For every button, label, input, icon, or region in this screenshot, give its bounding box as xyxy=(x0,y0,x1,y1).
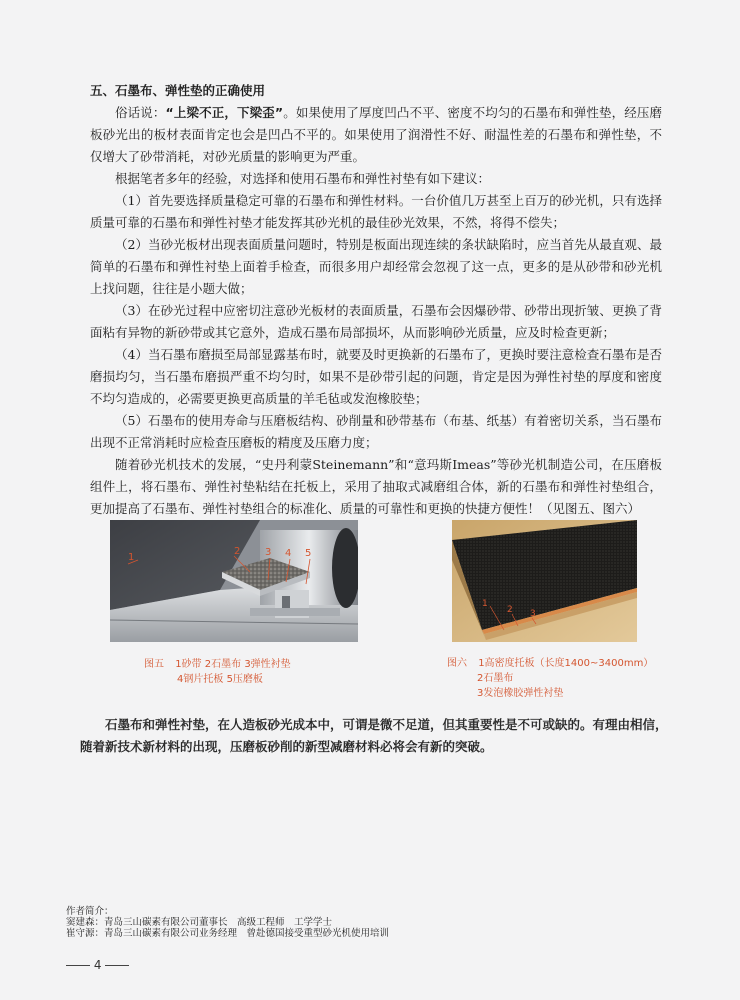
paragraph-1: 俗话说：“上梁不正，下梁歪”。如果使用了厚度凹凸不平、密度不均匀的石墨布和弹性垫，经压磨板砂光出的板材表面肯定也会是凹凸不平的。如果使用了润滑性不好、耐温性差的石墨布和弹性垫，不仅增大了砂带消耗，对砂光质量的影响更为严重。 xyxy=(90,105,662,164)
fig5-callout-4: 4 xyxy=(285,548,292,559)
paragraph-2: 根据笔者多年的经验，对选择和使用石墨布和弹性衬垫有如下建议： xyxy=(115,171,491,186)
author-line-2: 崔守源：青岛三山碳素有限公司业务经理 曾赴德国接受重型砂光机使用培训 xyxy=(66,928,390,939)
article-body xyxy=(90,80,662,520)
figure-6-caption: 图六 1高密度托板（长度1400~3400mm） 2石墨布 3发泡橡胶弹性衬垫 xyxy=(447,658,654,699)
paragraph-6: （4）当石墨布磨损至局部显露基布时，就要及时更换新的石墨布了，更换时要注意检查石墨布是否磨损均匀，当石墨布磨损严重不均匀时，如果不是砂带引起的问题，肯定是因为弹性衬垫的厚度和密度不均匀造成的，必需要更换更高质量的羊毛毡或发泡橡胶垫； xyxy=(90,347,662,406)
fig6-callout-2: 2 xyxy=(507,605,513,615)
fig5-callout-1: 1 xyxy=(128,552,135,563)
fig6-callout-1: 1 xyxy=(482,599,488,609)
summary-paragraph: 石墨布和弹性衬垫，在人造板砂光成本中，可谓是微不足道，但其重要性是不可或缺的。有理由相信，随着新技术新材料的出现，压磨板砂削的新型减磨材料必将会有新的突破。 xyxy=(80,717,668,754)
paragraph-3: （1）首先要选择质量稳定可靠的石墨布和弹性材料。一台价值几万甚至上百万的砂光机，只有选择质量可靠的石墨布和弹性衬垫才能发挥其砂光机的最佳砂光效果，不然，将得不偿失； xyxy=(90,193,662,230)
paragraph-5: （3）在砂光过程中应密切注意砂光板材的表面质量，石墨布会因爆砂带、砂带出现折皱、更换了背面粘有异物的新砂带或其它意外，造成石墨布局部损坏，从而影响砂光质量，应及时检查更新； xyxy=(90,303,662,340)
proverb-quote: “上梁不正，下梁歪” xyxy=(165,105,284,120)
paragraph-4: （2）当砂光板材出现表面质量问题时，特别是板面出现连续的条状缺陷时，应当首先从最直观、最简单的石墨布和弹性衬垫上面着手检查，而很多用户却经常会忽视了这一点，更多的是从砂带和砂光机上找问题，往往是小题大做； xyxy=(90,237,662,296)
paragraph-8: 随着砂光机技术的发展，“史丹利蒙Steinemann”和“意玛斯Imeas”等砂光机制造公司，在压磨板组件上，将石墨布、弹性衬垫粘结在托板上，采用了抽取式减磨组合体，新的石墨布和弹性衬垫组合，更加提高了石墨布、弹性衬垫组合的标准化、质量的可靠性和更换的快捷方便性！（见图五、图六） xyxy=(90,457,662,516)
fig5-callout-2: 2 xyxy=(234,546,241,557)
page-number: 4 xyxy=(66,958,129,972)
author-line-1: 窦建森：青岛三山碳素有限公司董事长 高级工程师 工学学士 xyxy=(66,917,333,928)
author-bio-title: 作者简介： xyxy=(66,906,114,917)
figure-5-caption: 图五 1砂带 2石墨布 3弹性衬垫 4钢片托板 5压磨板 xyxy=(144,659,291,685)
fig6-callout-3: 3 xyxy=(530,609,536,619)
figure-6-photo xyxy=(452,520,637,642)
figure-5-photo xyxy=(110,520,358,642)
paragraph-7: （5）石墨布的使用寿命与压磨板结构、砂削量和砂带基布（布基、纸基）有着密切关系，当石墨布出现不正常消耗时应检查压磨板的精度及压磨力度； xyxy=(90,413,662,450)
author-bio xyxy=(66,906,686,939)
section-heading: 五、石墨布、弹性垫的正确使用 xyxy=(90,83,266,98)
fig5-callout-3: 3 xyxy=(265,547,272,558)
fig5-callout-5: 5 xyxy=(305,548,312,559)
